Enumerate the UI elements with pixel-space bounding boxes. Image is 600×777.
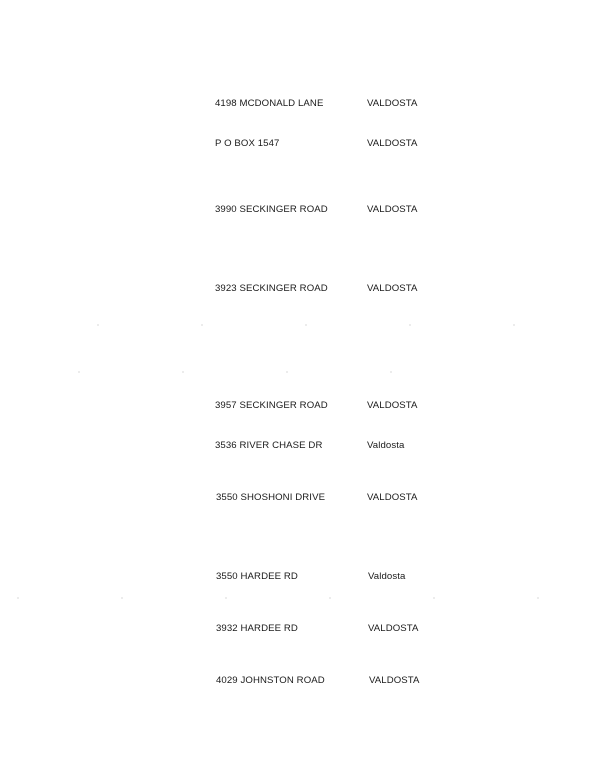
address-row xyxy=(0,204,600,218)
scan-speck xyxy=(97,324,99,326)
scan-speck xyxy=(225,597,227,599)
scan-speck xyxy=(513,324,515,326)
scan-speck xyxy=(286,371,288,373)
city-name: VALDOSTA xyxy=(367,400,418,411)
address-row xyxy=(0,138,600,152)
scan-speck xyxy=(17,597,19,599)
city-name: VALDOSTA xyxy=(367,138,418,149)
scan-speck xyxy=(305,324,307,326)
address-row xyxy=(0,675,600,689)
address-row xyxy=(0,98,600,112)
street-address: 3923 SECKINGER ROAD xyxy=(215,283,328,294)
scan-speck xyxy=(201,324,203,326)
scan-speck xyxy=(78,371,80,373)
city-name: VALDOSTA xyxy=(369,675,420,686)
street-address: 3932 HARDEE RD xyxy=(216,623,298,634)
city-name: VALDOSTA xyxy=(368,623,419,634)
address-row xyxy=(0,492,600,506)
street-address: 4198 MCDONALD LANE xyxy=(215,98,324,109)
scan-speck xyxy=(390,371,392,373)
scan-speck xyxy=(537,597,539,599)
city-name: VALDOSTA xyxy=(367,204,418,215)
street-address: 4029 JOHNSTON ROAD xyxy=(216,675,325,686)
street-address: 3536 RIVER CHASE DR xyxy=(215,440,323,451)
address-row xyxy=(0,440,600,454)
city-name: VALDOSTA xyxy=(367,98,418,109)
address-row xyxy=(0,283,600,297)
address-row xyxy=(0,400,600,414)
street-address: 3957 SECKINGER ROAD xyxy=(215,400,328,411)
scan-speck xyxy=(329,597,331,599)
city-name: Valdosta xyxy=(367,440,405,451)
scan-speck xyxy=(121,597,123,599)
street-address: 3550 SHOSHONI DRIVE xyxy=(216,492,326,503)
city-name: Valdosta xyxy=(368,571,406,582)
street-address: P O BOX 1547 xyxy=(215,138,280,149)
address-row xyxy=(0,623,600,637)
city-name: VALDOSTA xyxy=(367,283,418,294)
scan-speck xyxy=(182,371,184,373)
street-address: 3550 HARDEE RD xyxy=(216,571,298,582)
city-name: VALDOSTA xyxy=(367,492,418,503)
address-row xyxy=(0,571,600,585)
scan-speck xyxy=(409,324,411,326)
street-address: 3990 SECKINGER ROAD xyxy=(215,204,328,215)
scan-speck xyxy=(433,597,435,599)
